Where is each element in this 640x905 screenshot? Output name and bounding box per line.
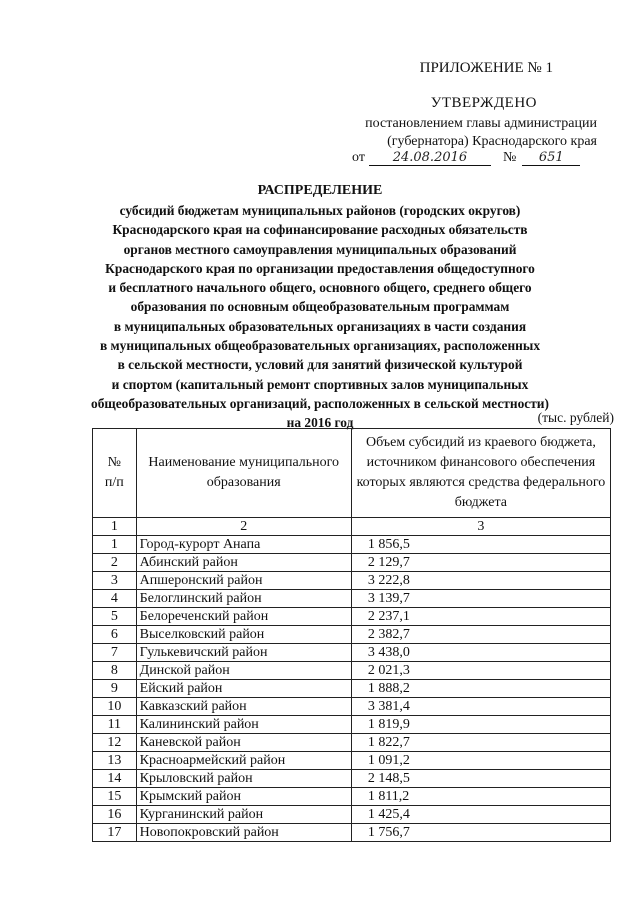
table-row <box>93 716 611 734</box>
subtitle-line: образования по основным общеобразовательным программам <box>130 299 510 315</box>
municipality-name: Гулькевичский район <box>136 644 351 662</box>
row-number: 10 <box>93 698 137 716</box>
subsidy-value: 1 091,2 <box>351 752 610 770</box>
header-number <box>93 429 137 518</box>
header-value: Объем субсидий из краевого бюджета, источником финансового обеспечения которых являются средства федерального бюджета <box>351 429 610 518</box>
column-number: 2 <box>136 518 351 536</box>
handwritten-number: 651 <box>522 150 580 166</box>
subsidy-value: 3 139,7 <box>351 590 610 608</box>
subsidy-value: 1 756,7 <box>351 824 610 842</box>
row-number: 7 <box>93 644 137 662</box>
table-row <box>93 662 611 680</box>
row-number: 14 <box>93 770 137 788</box>
approved-by-line: (губернатора) Краснодарского края <box>387 134 597 149</box>
row-number: 12 <box>93 734 137 752</box>
municipality-name: Абинский район <box>136 554 351 572</box>
municipality-name: Курганинский район <box>136 806 351 824</box>
municipality-name: Крымский район <box>136 788 351 806</box>
approved-label: УТВЕРЖДЕНО <box>430 95 537 111</box>
row-number: 16 <box>93 806 137 824</box>
document-subtitle <box>80 201 560 433</box>
header-name: Наименование муниципального образования <box>136 429 351 518</box>
table-row <box>93 608 611 626</box>
municipality-name: Новопокровский район <box>136 824 351 842</box>
table-row <box>93 626 611 644</box>
municipality-name: Калининский район <box>136 716 351 734</box>
table-row <box>93 788 611 806</box>
subsidy-value: 1 811,2 <box>351 788 610 806</box>
table-header-row <box>93 429 611 518</box>
subtitle-line: в сельской местности, условий для занятий физической культурой <box>117 357 523 373</box>
municipality-name: Город-курорт Анапа <box>136 536 351 554</box>
header-number-sign: № <box>107 455 121 470</box>
subsidy-value: 1 819,9 <box>351 716 610 734</box>
table-row <box>93 680 611 698</box>
table-row <box>93 770 611 788</box>
municipality-name: Динской район <box>136 662 351 680</box>
date-number-line <box>352 150 580 166</box>
municipality-name: Белоглинский район <box>136 590 351 608</box>
date-prefix: от <box>352 150 365 165</box>
row-number: 2 <box>93 554 137 572</box>
table-row <box>93 554 611 572</box>
row-number: 9 <box>93 680 137 698</box>
table-row <box>93 806 611 824</box>
subsidy-value: 3 222,8 <box>351 572 610 590</box>
table-row <box>93 644 611 662</box>
unit-label: (тыс. рублей) <box>537 410 614 425</box>
column-number: 3 <box>351 518 610 536</box>
table-row <box>93 536 611 554</box>
municipality-name: Каневской район <box>136 734 351 752</box>
subsidy-value: 1 822,7 <box>351 734 610 752</box>
row-number: 13 <box>93 752 137 770</box>
subtitle-line: в муниципальных образовательных организациях в части создания <box>113 318 527 334</box>
subtitle-line: Краснодарского края по организации предоставления общедоступного <box>105 260 535 276</box>
subsidy-value: 1 888,2 <box>351 680 610 698</box>
municipality-name: Красноармейский район <box>136 752 351 770</box>
handwritten-date: 24.08.2016 <box>369 150 491 166</box>
row-number: 8 <box>93 662 137 680</box>
subsidy-value: 2 237,1 <box>351 608 610 626</box>
subtitle-line: в муниципальных общеобразовательных организациях, расположенных <box>99 338 541 354</box>
column-number-row <box>93 518 611 536</box>
row-number: 3 <box>93 572 137 590</box>
subsidy-value: 2 382,7 <box>351 626 610 644</box>
appendix-label: ПРИЛОЖЕНИЕ № 1 <box>419 60 553 76</box>
subtitle-line: органов местного самоуправления муниципальных образований <box>123 241 517 257</box>
municipality-name: Ейский район <box>136 680 351 698</box>
row-number: 5 <box>93 608 137 626</box>
row-number: 15 <box>93 788 137 806</box>
subsidy-value: 2 021,3 <box>351 662 610 680</box>
table-row <box>93 824 611 842</box>
subsidy-value: 3 438,0 <box>351 644 610 662</box>
subtitle-line: Краснодарского края на софинансирование расходных обязательств <box>112 222 528 238</box>
municipality-name: Белореченский район <box>136 608 351 626</box>
subsidy-value: 1 856,5 <box>351 536 610 554</box>
subsidy-value: 1 425,4 <box>351 806 610 824</box>
row-number: 4 <box>93 590 137 608</box>
subsidy-value: 2 148,5 <box>351 770 610 788</box>
municipality-name: Выселковский район <box>136 626 351 644</box>
subsidy-value: 3 381,4 <box>351 698 610 716</box>
row-number: 6 <box>93 626 137 644</box>
table-row <box>93 590 611 608</box>
header-number-abbr: п/п <box>104 475 124 490</box>
municipality-name: Кавказский район <box>136 698 351 716</box>
subsidy-value: 2 129,7 <box>351 554 610 572</box>
subtitle-line: и бесплатного начального общего, основного общего, среднего общего <box>108 280 532 296</box>
subtitle-line: общеобразовательных организаций, расположенных в сельской местности) <box>91 395 549 411</box>
table-row <box>93 752 611 770</box>
document-title: РАСПРЕДЕЛЕНИЕ <box>257 183 383 198</box>
number-prefix: № <box>502 150 517 165</box>
distribution-table <box>92 428 611 842</box>
row-number: 11 <box>93 716 137 734</box>
table-row <box>93 734 611 752</box>
subtitle-line: на 2016 год <box>286 415 354 431</box>
municipality-name: Крыловский район <box>136 770 351 788</box>
municipality-name: Апшеронский район <box>136 572 351 590</box>
row-number: 17 <box>93 824 137 842</box>
subtitle-line: субсидий бюджетам муниципальных районов (городских округов) <box>119 203 521 218</box>
table-row <box>93 572 611 590</box>
row-number: 1 <box>93 536 137 554</box>
table-row <box>93 698 611 716</box>
subtitle-line: и спортом (капитальный ремонт спортивных залов муниципальных <box>111 376 529 392</box>
approved-by-line: постановлением главы администрации <box>365 116 597 131</box>
column-number: 1 <box>93 518 137 536</box>
